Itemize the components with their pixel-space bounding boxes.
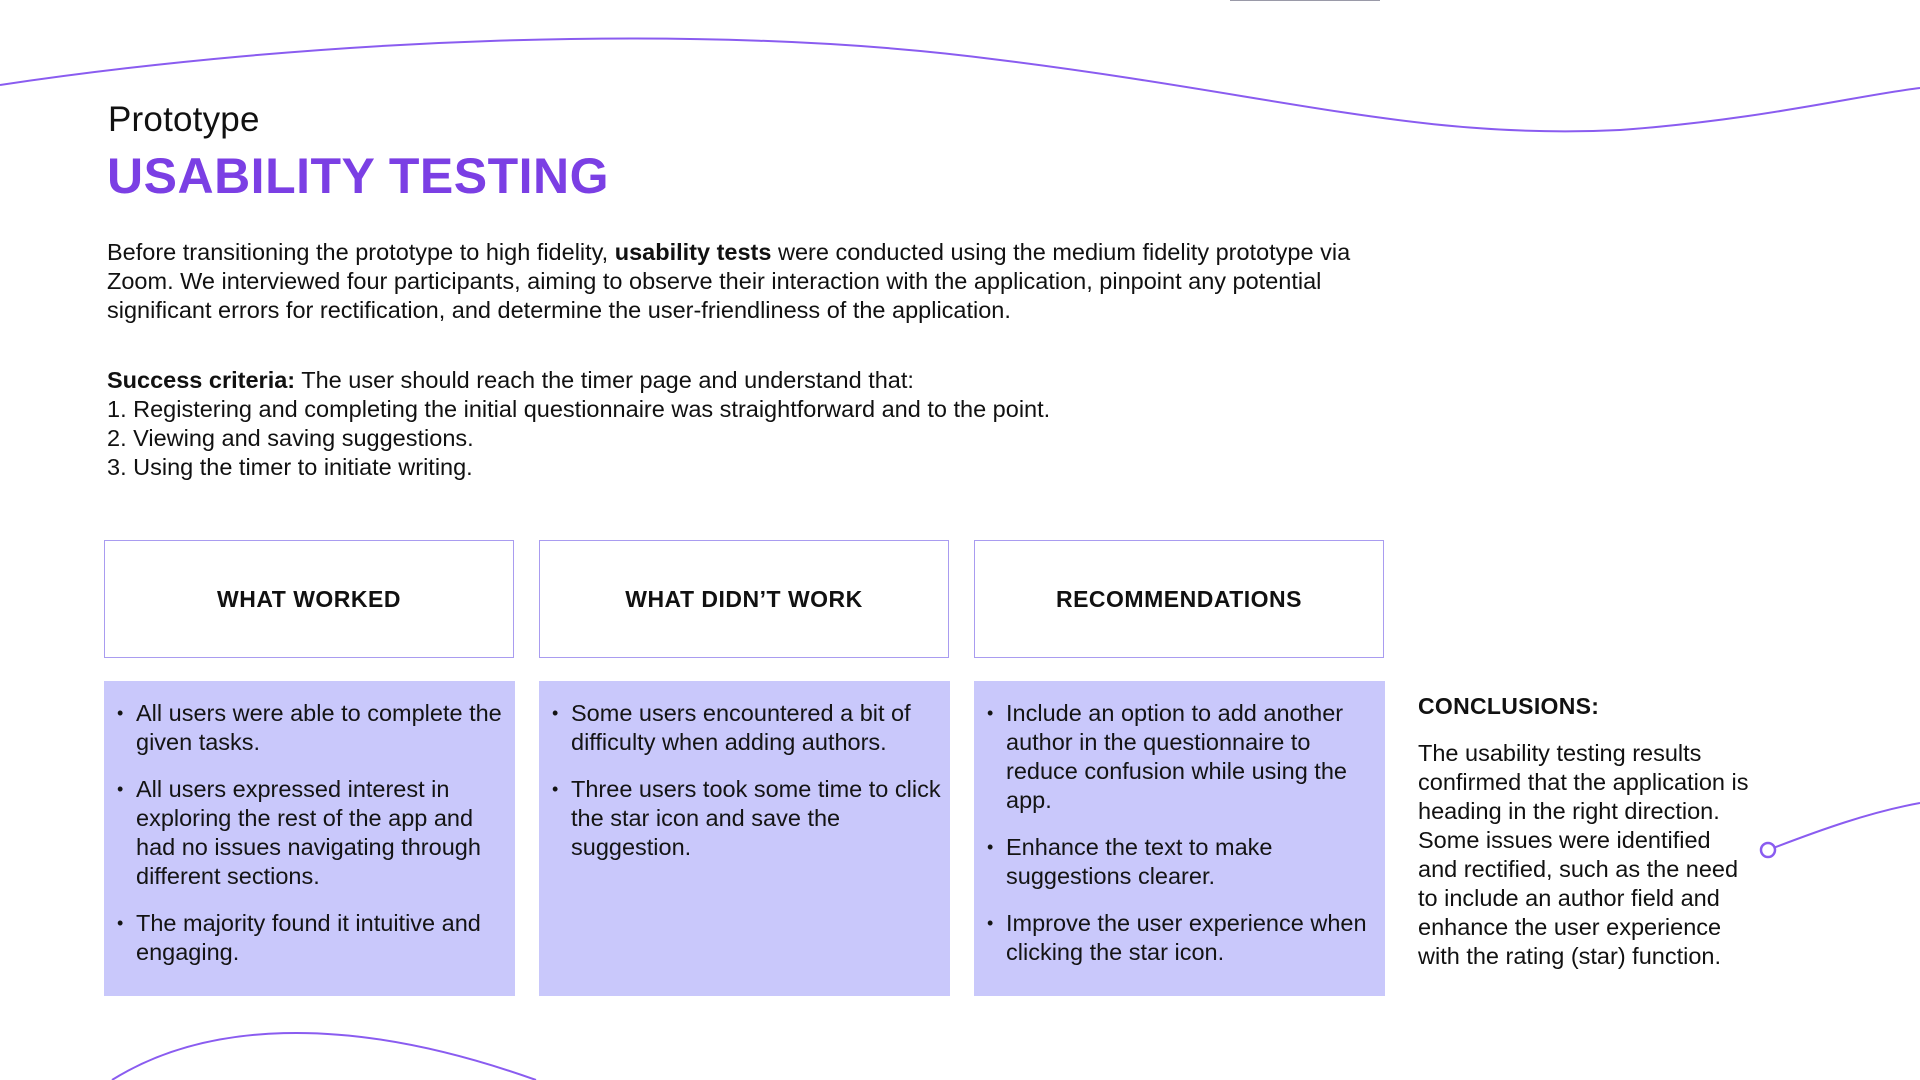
top-divider-tab (1230, 0, 1380, 1)
column-heading-what-worked: WHAT WORKED (104, 540, 514, 658)
bullet-icon: • (987, 837, 994, 857)
intro-paragraph (107, 238, 1397, 325)
criteria-label: Success criteria: (107, 367, 296, 393)
column-card-recommendations (974, 681, 1385, 996)
list-item (114, 909, 507, 967)
bullet-icon: • (117, 913, 124, 933)
page-title: USABILITY TESTING (107, 148, 610, 204)
bullet-icon: • (987, 703, 994, 723)
column-card-what-worked (104, 681, 515, 996)
intro-text-before: Before transitioning the prototype to high fidelity, (107, 239, 615, 265)
list-item-text: Improve the user experience when clicking the star icon. (1006, 910, 1367, 965)
wave-end-dot-icon (1761, 843, 1775, 857)
bullet-icon: • (117, 779, 124, 799)
list-item (114, 699, 507, 757)
bullet-icon: • (552, 703, 559, 723)
criteria-text: The user should reach the timer page and understand that: (295, 367, 914, 393)
conclusions-text: The usability testing results confirmed that the application is heading in the right direction. Some issues were identified and rectified, such as the need to include an author field and enhance the user experience with the rating (star) function. (1418, 740, 1749, 969)
list-item (114, 775, 507, 891)
bullet-icon: • (987, 913, 994, 933)
criteria-intro (107, 366, 1397, 395)
list-item (549, 699, 942, 757)
list-item-text: The majority found it intuitive and engaging. (136, 910, 481, 965)
bullet-list (114, 699, 507, 967)
bullet-icon: • (552, 779, 559, 799)
bullet-list (984, 699, 1377, 967)
list-item (984, 833, 1377, 891)
top-wave-line (0, 38, 1920, 131)
criteria-item: 3. Using the timer to initiate writing. (107, 454, 473, 480)
list-item-text: All users were able to complete the given tasks. (136, 700, 502, 755)
list-item (549, 775, 942, 862)
list-item-text: All users expressed interest in exploring the rest of the app and had no issues navigating through different sections. (136, 776, 481, 889)
list-item (984, 699, 1377, 815)
bullet-icon: • (117, 703, 124, 723)
bullet-list (549, 699, 942, 862)
page-subtitle: Prototype (108, 100, 260, 139)
column-heading-recommendations: RECOMMENDATIONS (974, 540, 1384, 658)
bottom-wave-line (112, 1033, 536, 1080)
conclusions-heading: CONCLUSIONS: (1418, 693, 1600, 719)
list-item-text: Some users encountered a bit of difficulty when adding authors. (571, 700, 911, 755)
criteria-item: 1. Registering and completing the initial questionnaire was straightforward and to the point. (107, 396, 1051, 422)
list-item-text: Three users took some time to click the star icon and save the suggestion. (571, 776, 941, 860)
criteria-item: 2. Viewing and saving suggestions. (107, 425, 474, 451)
intro-bold-term: usability tests (614, 239, 772, 265)
list-item-text: Enhance the text to make suggestions clearer. (1006, 834, 1273, 889)
intro-text-after: were conducted using the medium fidelity prototype via Zoom. We interviewed four participants, aiming to observe their interaction with the application, pinpoint any potential significant errors for rectification, and determine the user-friendliness of the application. (107, 239, 1351, 323)
list-item-text: Include an option to add another author in the questionnaire to reduce confusion while using the app. (1006, 700, 1347, 813)
success-criteria (107, 366, 1397, 482)
column-card-what-didnt-work (539, 681, 950, 996)
column-heading-what-didnt-work: WHAT DIDN’T WORK (539, 540, 949, 658)
list-item (984, 909, 1377, 967)
right-wave-line (1768, 803, 1920, 850)
